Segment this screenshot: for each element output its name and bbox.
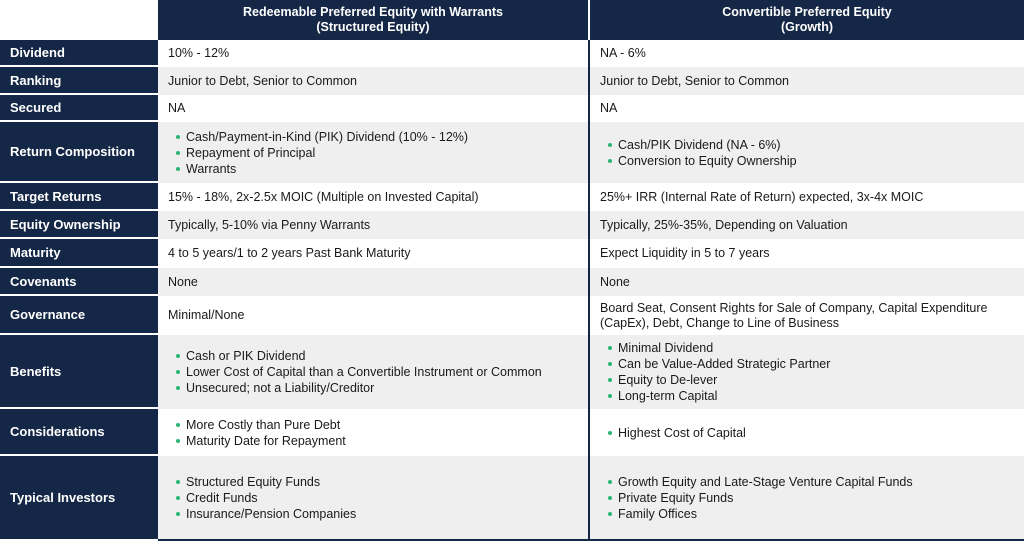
table-row-return-composition [0,122,1024,183]
row-label: Maturity [0,239,158,268]
list-item: Minimal Dividend [608,340,1016,356]
list-item: Cash/Payment-in-Kind (PIK) Dividend (10% - 12%) [176,129,580,145]
list-item: Lower Cost of Capital than a Convertible Instrument or Common [176,364,580,380]
column-header-title: Convertible Preferred Equity [722,5,892,19]
cell-convertible: NA - 6% [590,40,1024,67]
table-row-benefits [0,335,1024,409]
bullet-list [168,417,580,449]
cell-redeemable: Junior to Debt, Senior to Common [158,67,590,95]
header-corner [0,0,158,40]
row-label: Return Composition [0,122,158,183]
cell-convertible [590,456,1024,541]
list-item: Unsecured; not a Liability/Creditor [176,380,580,396]
cell-redeemable: Typically, 5-10% via Penny Warrants [158,211,590,239]
bullet-list [168,129,580,177]
cell-convertible: NA [590,95,1024,122]
list-item: Repayment of Principal [176,145,580,161]
list-item: Credit Funds [176,490,580,506]
cell-redeemable: NA [158,95,590,122]
table-row-secured [0,95,1024,122]
header-row [0,0,1024,40]
row-label: Target Returns [0,183,158,211]
bullet-list [168,348,580,396]
table-row-equity-ownership [0,211,1024,239]
list-item: Can be Value-Added Strategic Partner [608,356,1016,372]
table-row-target-returns [0,183,1024,211]
cell-convertible [590,409,1024,456]
row-label: Typical Investors [0,456,158,541]
list-item: Warrants [176,161,580,177]
list-item: Cash/PIK Dividend (NA - 6%) [608,137,1016,153]
cell-convertible: 25%+ IRR (Internal Rate of Return) expected, 3x-4x MOIC [590,183,1024,211]
cell-redeemable: None [158,268,590,296]
table-row-governance [0,296,1024,335]
row-label: Secured [0,95,158,122]
cell-convertible: Typically, 25%-35%, Depending on Valuation [590,211,1024,239]
bullet-list [600,137,1016,169]
list-item: Growth Equity and Late-Stage Venture Capital Funds [608,474,1016,490]
bullet-list [600,474,1016,522]
cell-convertible: None [590,268,1024,296]
table-row-dividend [0,40,1024,67]
cell-redeemable [158,122,590,183]
table-row-typical-investors [0,456,1024,541]
row-label: Covenants [0,268,158,296]
row-label: Considerations [0,409,158,456]
row-label: Governance [0,296,158,335]
cell-convertible: Board Seat, Consent Rights for Sale of Company, Capital Expenditure (CapEx), Debt, Change to Line of Business [590,296,1024,335]
column-header-subtitle: (Structured Equity) [316,20,430,34]
list-item: Conversion to Equity Ownership [608,153,1016,169]
list-item: Family Offices [608,506,1016,522]
list-item: Private Equity Funds [608,490,1016,506]
list-item: Long-term Capital [608,388,1016,404]
table-row-ranking [0,67,1024,95]
list-item: Equity to De-lever [608,372,1016,388]
cell-redeemable [158,456,590,541]
row-label: Ranking [0,67,158,95]
list-item: Maturity Date for Repayment [176,433,580,449]
list-item: Highest Cost of Capital [608,425,1016,441]
column-header-title: Redeemable Preferred Equity with Warrants [242,5,504,19]
column-header-subtitle: (Growth) [780,20,834,34]
cell-redeemable [158,409,590,456]
row-label: Benefits [0,335,158,409]
bullet-list [600,340,1016,404]
cell-convertible [590,335,1024,409]
table-row-covenants [0,268,1024,296]
cell-redeemable: Minimal/None [158,296,590,335]
cell-redeemable: 10% - 12% [158,40,590,67]
column-header-convertible [590,0,1024,40]
list-item: Cash or PIK Dividend [176,348,580,364]
bullet-list [168,474,580,522]
list-item: More Costly than Pure Debt [176,417,580,433]
cell-convertible [590,122,1024,183]
column-header-redeemable [158,0,590,40]
cell-convertible: Junior to Debt, Senior to Common [590,67,1024,95]
cell-redeemable: 15% - 18%, 2x-2.5x MOIC (Multiple on Invested Capital) [158,183,590,211]
list-item: Structured Equity Funds [176,474,580,490]
table-row-maturity [0,239,1024,268]
list-item: Insurance/Pension Companies [176,506,580,522]
table-row-considerations [0,409,1024,456]
cell-redeemable [158,335,590,409]
row-label: Equity Ownership [0,211,158,239]
cell-redeemable: 4 to 5 years/1 to 2 years Past Bank Maturity [158,239,590,268]
bullet-list [600,425,1016,441]
cell-convertible: Expect Liquidity in 5 to 7 years [590,239,1024,268]
row-label: Dividend [0,40,158,67]
